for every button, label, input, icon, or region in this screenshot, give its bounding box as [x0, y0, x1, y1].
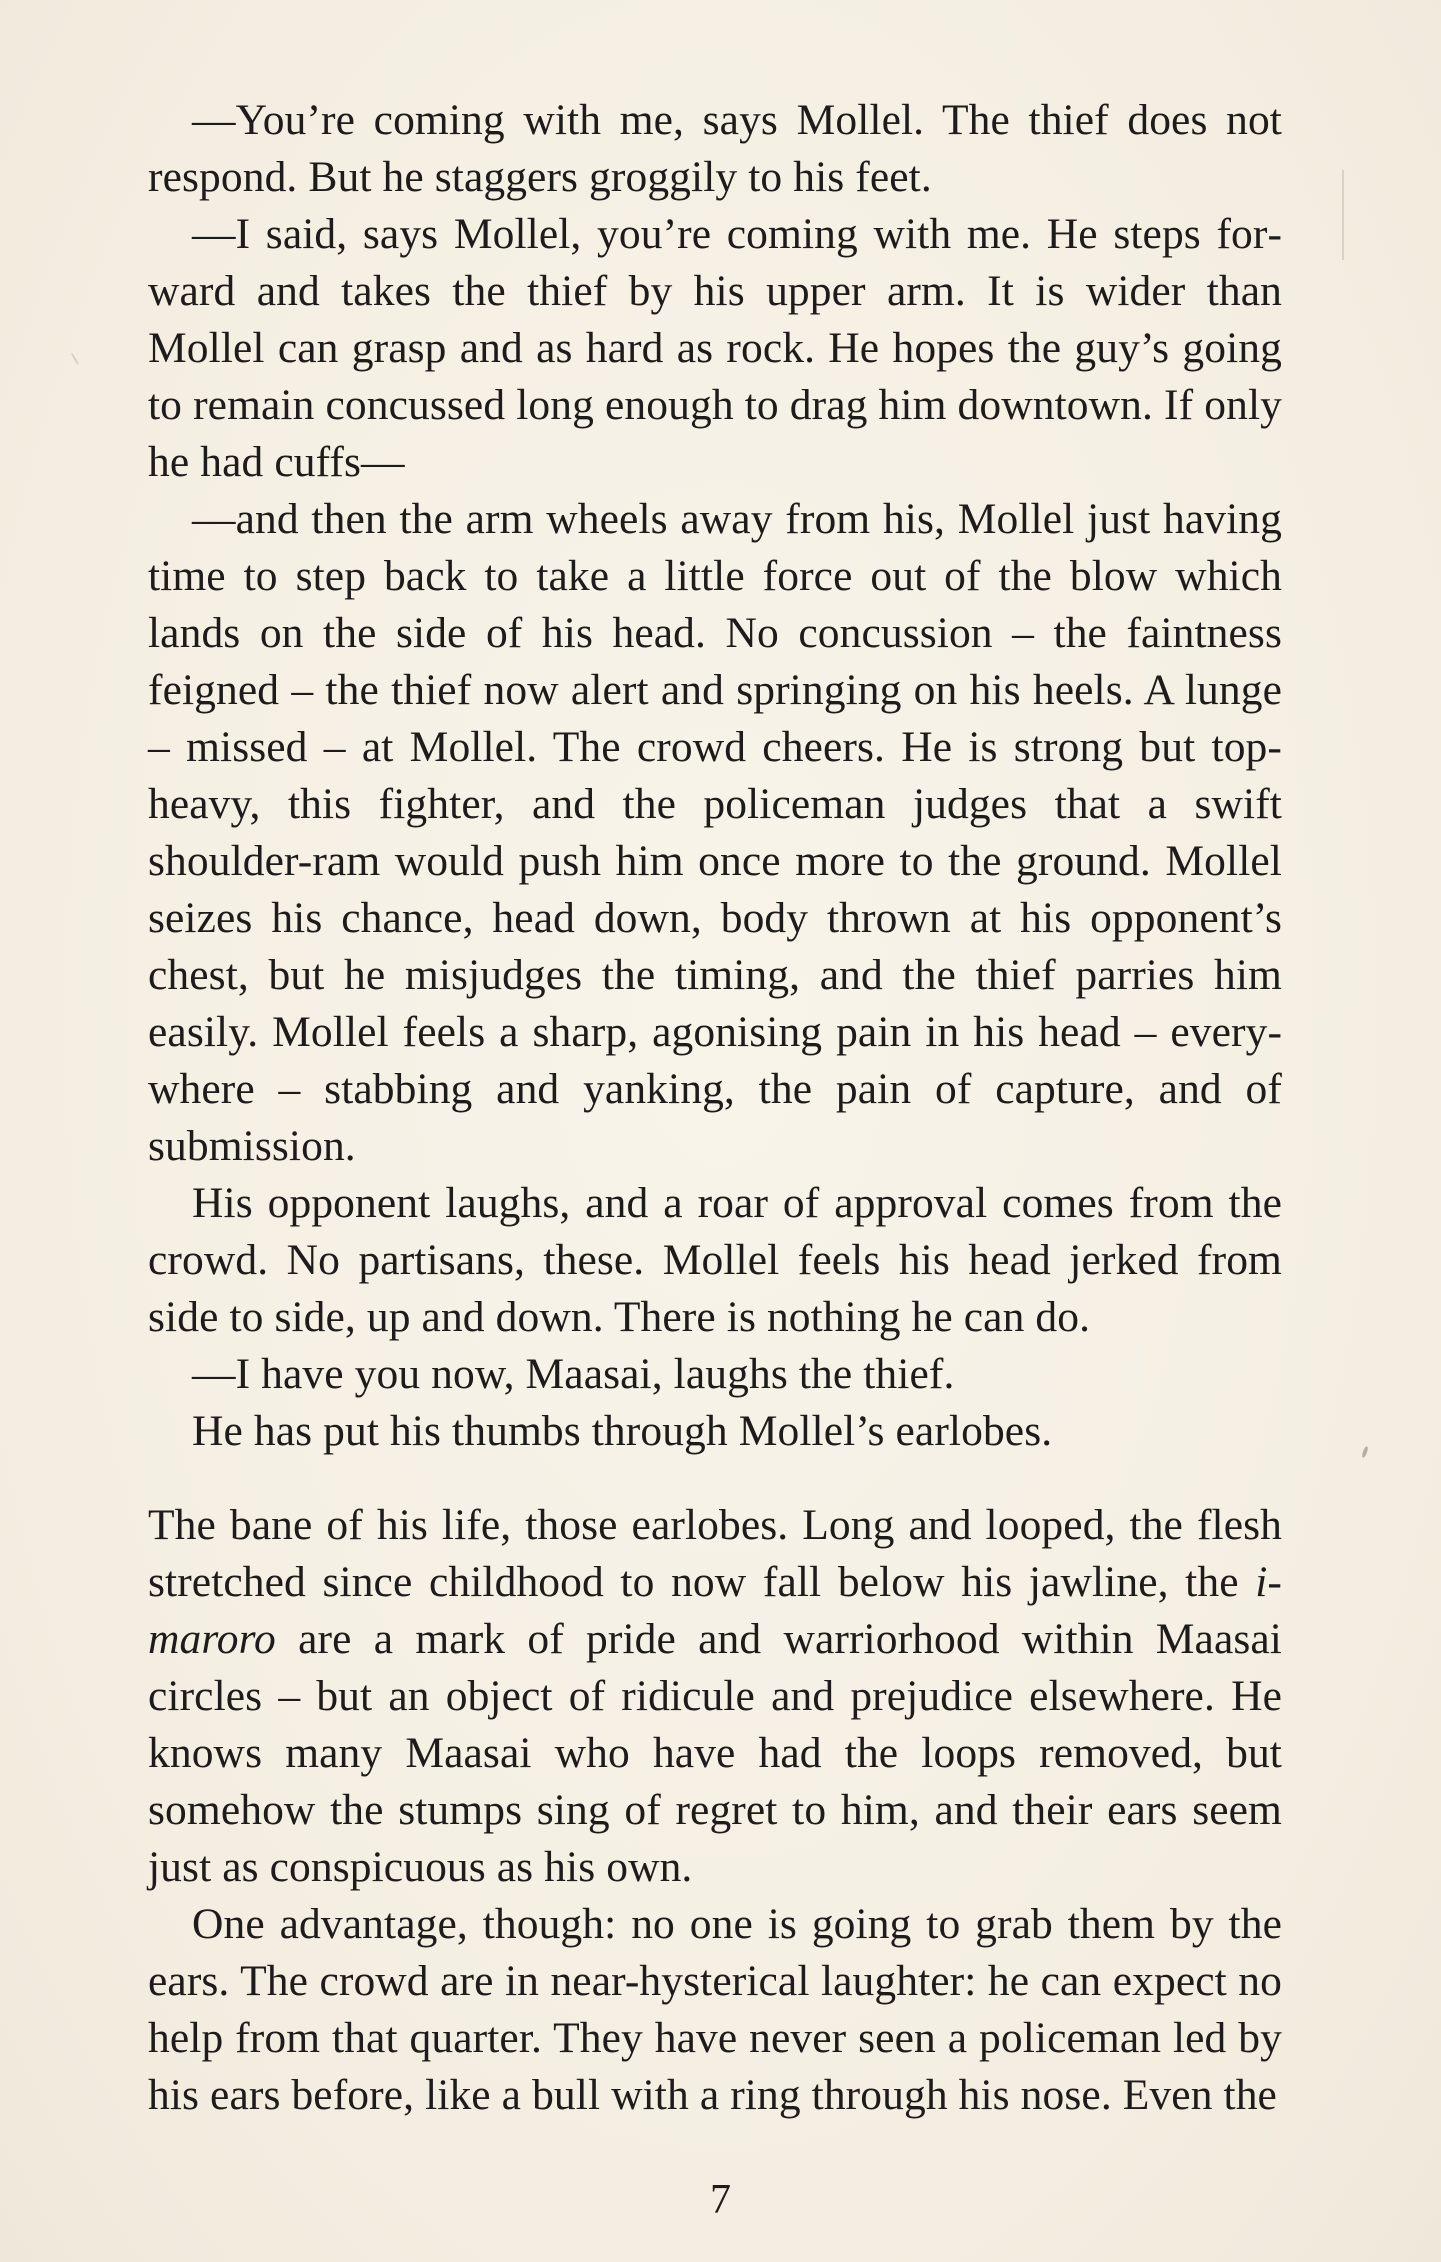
- paragraph: One advantage, though: no one is going to grab them by the ears. The crowd are in near-hysterical laughter: he can expect no help from that quarter. They have never seen a policeman led by his ears before, like a bull with a ring through his nose. Even the: [148, 1900, 1282, 2119]
- page-number: 7: [710, 2177, 731, 2223]
- paper-mark: [1342, 170, 1344, 260]
- section-1: [148, 92, 1282, 1460]
- paragraph: He has put his thumbs through Mollel’s earlobes.: [192, 1407, 1053, 1455]
- paragraph: —I said, says Mollel, you’re coming with me. He steps forward and takes the thief by his upper arm. It is wider than Mollel can grasp and as hard as rock. He hopes the guy’s going to remain concussed long enough to drag him downtown. If only he had cuffs—: [148, 210, 1282, 486]
- paragraph: —I have you now, Maasai, laughs the thief.: [192, 1350, 955, 1398]
- paper-speck: [71, 352, 80, 365]
- paragraph-text: The bane of his life, those earlobes. Long and looped, the flesh stretched since childhood to now fall below his jawline, the: [148, 1501, 1282, 1606]
- paragraph: His opponent laughs, and a roar of approval comes from the crowd. No partisans, these. Mollel feels his head jerked from side to side, up and down. There is nothing he can do.: [148, 1179, 1282, 1341]
- paragraph: [148, 1497, 1282, 1896]
- paper-speck: [1361, 1446, 1369, 1459]
- paragraph: —and then the arm wheels away from his, Mollel just having time to step back to take a little force out of the blow which lands on the side of his head. No concussion – the faintness feigned – the thief now alert and springing on his heels. A lunge – missed – at Mollel. The crowd cheers. He is strong but top-heavy, this fighter, and the policeman judges that a swift shoulder-ram would push him once more to the ground. Mollel seizes his chance, head down, body thrown at his opponent’s chest, but he misjudges the timing, and the thief parries him easily. Mollel feels a sharp, agonising pain in his head – everywhere – stabbing and yanking, the pain of capture, and of submission.: [148, 495, 1282, 1170]
- paragraph: —You’re coming with me, says Mollel. The thief does not respond. But he staggers groggily to his feet.: [148, 96, 1282, 201]
- italic-term: i-maroro: [148, 1558, 1282, 1663]
- paragraph-text: are a mark of pride and warriorhood within Maasai circles – but an object of ridicule and prejudice elsewhere. He knows many Maasai who have had the loops removed, but somehow the stumps sing of regret to him, and their ears seem just as conspicuous as his own.: [148, 1615, 1282, 1891]
- section-2: [148, 1497, 1282, 2124]
